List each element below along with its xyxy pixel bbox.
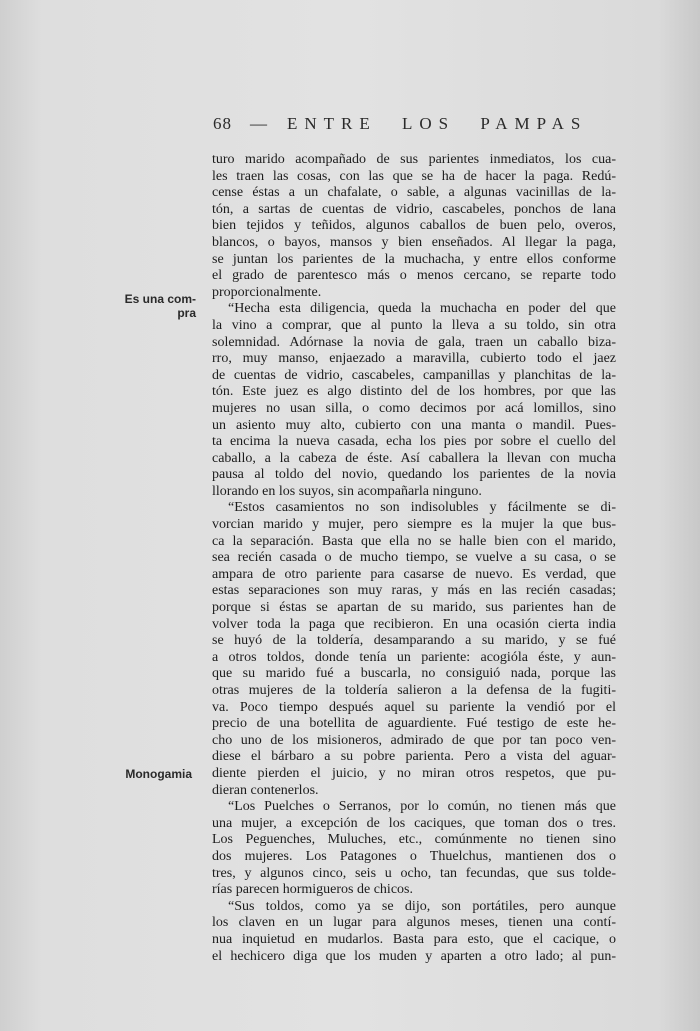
text-line: dieran contenerlos. [212, 782, 319, 798]
text-line: llorando en los suyos, sin acompañarla ninguno. [212, 483, 482, 499]
text-line: diese el bárbaro a su pobre parienta. Pero a vista del aguar- [212, 749, 616, 765]
text-line: el grado de parentesco más o menos cercano, se reparte todo [212, 268, 616, 284]
text-line: se juntan los parientes de la muchacha, y entre ellos conforme [212, 251, 616, 267]
text-line: rías parecen hormigueros de chicos. [212, 882, 413, 898]
running-header [213, 114, 615, 134]
running-title: ENTRE LOS PAMPAS [287, 114, 588, 133]
text-line: de cuentas de vidrio, cascabeles, campanillas y planchitas de la- [212, 367, 616, 383]
text-line: tón, a sartas de cuentas de vidrio, cascabeles, ponchos de lana [212, 201, 616, 217]
text-line: “Sus toldos, como ya se dijo, son portátiles, pero aunque [228, 898, 616, 914]
margin-note-es-una-compra [96, 292, 196, 320]
text-line: nua inquietud en mudarlos. Basta para esto, que el cacique, o [212, 931, 616, 947]
text-line: turo marido acompañado de sus parientes inmediatos, los cua- [212, 152, 616, 167]
text-line: estas separaciones son muy raras, y más en las recién casadas; [212, 583, 616, 599]
text-line: una mujer, a excepción de los caciques, que toman dos o tres. [212, 815, 616, 831]
margin-note-line: pra [177, 306, 196, 320]
text-line: que su marido fué a buscarla, no consiguió nada, porque las [212, 666, 616, 682]
text-line: cense éstas a un chafalate, o sable, a algunas vacinillas de la- [212, 185, 616, 201]
text-line: les traen las cosas, con las que se ha de hacer la paga. Redú- [212, 168, 616, 184]
margin-note-monogamia [92, 767, 192, 781]
text-line: la vino a comprar, que al punto la lleva a su toldo, sin otra [212, 317, 616, 333]
body-text [212, 152, 616, 965]
text-line: vorcian marido y mujer, pero siempre es la mujer la que bus- [212, 517, 616, 533]
text-line: el hechicero diga que los muden y aparten a otro lado; al pun- [212, 948, 616, 964]
text-line: Los Peguenches, Muluches, etc., comúnmente no tienen sino [212, 832, 616, 848]
page-number: 68 [213, 114, 232, 133]
text-line: se huyó de la toldería, desamparando a su marido, y se fué [212, 633, 616, 649]
text-line: solemnidad. Adórnase la novia de gala, traen un caballo biza- [212, 334, 616, 350]
text-line: ta encima la nueva casada, echa los pies por sobre el cuello del [212, 434, 616, 450]
text-line: porque si éstas se apartan de su marido, sus parientes han de [212, 600, 616, 616]
text-line: tón. Este juez es algo distinto del de los hombres, por que las [212, 384, 616, 400]
text-line: otras mujeres de la toldería salieron a la defensa de la fugiti- [212, 683, 616, 698]
margin-note-line: Es una com- [124, 292, 196, 306]
text-line: va. Poco tiempo después aquel su pariente la vendió por el [212, 699, 616, 715]
text-line: pausa al toldo del novio, quedando los parientes de la novia [212, 467, 616, 483]
text-line: rro, muy manso, enjaezado a maravilla, cubierto todo el jaez [212, 351, 616, 367]
text-line: cho uno de los misioneros, admirado de que por tan poco ven- [212, 732, 616, 748]
text-line: tres, y algunos cinco, seis u ocho, tan fecundas, que sus tolde- [212, 865, 616, 881]
text-line: mujeres no usan silla, o como decimos por acá lomillos, sino [212, 400, 616, 416]
text-line: caballo, a la cabeza de éste. Así caballera la llevan con mucha [212, 450, 616, 466]
header-dash: — [250, 114, 267, 133]
text-line: proporcionalmente. [212, 284, 322, 300]
text-line: ampara de otro pariente para casarse de nuevo. Es verdad, que [212, 566, 616, 582]
text-line: un asiento muy alto, cubierto con una manta o mandil. Pues- [212, 417, 616, 433]
text-line: “Hecha esta diligencia, queda la muchacha en poder del que [228, 301, 616, 317]
text-line: “Estos casamientos no son indisolubles y fácilmente se di- [228, 500, 616, 516]
text-line: ca la separación. Basta que ella no se halle bien con el marido, [212, 533, 616, 549]
text-line: precio de una botellita de aguardiente. Fué testigo de este he- [212, 716, 616, 732]
text-line: volver toda la paga que recibieron. En una ocasión cierta india [212, 616, 616, 632]
text-line: blancos, o bayos, mansos y bien enseñados. Al llegar la paga, [212, 234, 616, 250]
text-line: a otros toldos, donde tenía un pariente: acogióla éste, y aun- [212, 649, 616, 665]
text-line: sea recién casada o de mucho tiempo, se vuelve a su casa, o se [212, 550, 616, 566]
text-line: los claven en un lugar para algunos meses, tienen una contí- [212, 915, 616, 931]
margin-note-line: Monogamia [125, 767, 192, 781]
text-line: bien tejidos y teñidos, algunos caballos de buen pelo, overos, [212, 218, 616, 234]
text-line: “Los Puelches o Serranos, por lo común, no tienen más que [228, 799, 616, 815]
text-line: dos mujeres. Los Patagones o Thuelchus, mantienen dos o [212, 848, 616, 864]
text-line: diente pierden el juicio, y no miran otros respetos, que pu- [212, 765, 616, 781]
